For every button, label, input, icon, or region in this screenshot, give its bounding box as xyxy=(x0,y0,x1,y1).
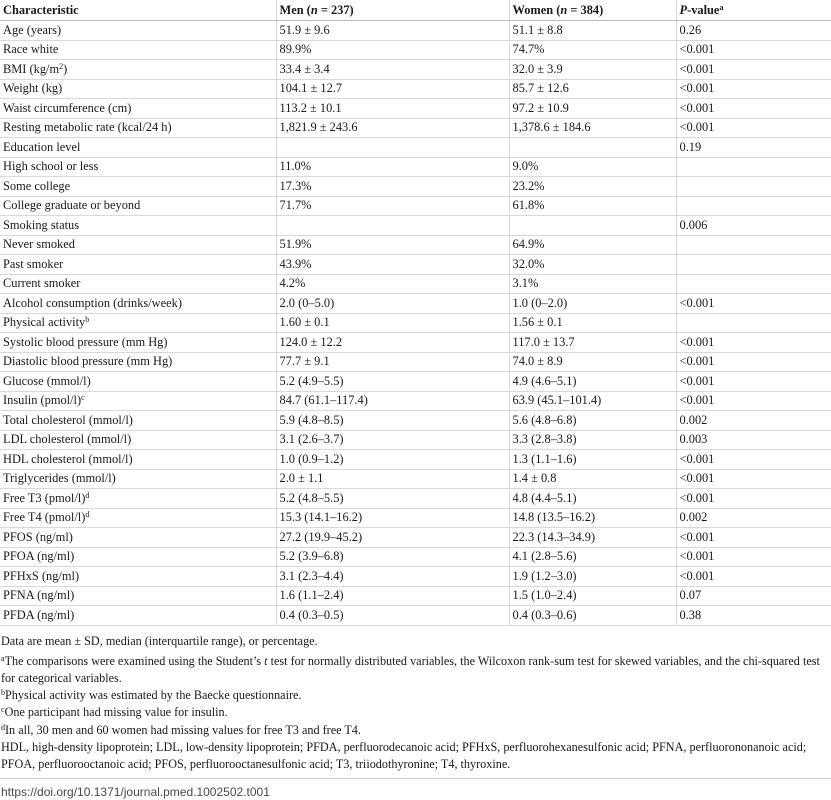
cell-characteristic: Systolic blood pressure (mm Hg) xyxy=(0,333,276,353)
cell-characteristic: Education level xyxy=(0,138,276,158)
cell-characteristic: Race white xyxy=(0,40,276,60)
cell-p-value: 0.002 xyxy=(676,411,831,431)
table-row xyxy=(0,391,831,411)
table-row xyxy=(0,157,831,177)
table-row xyxy=(0,489,831,509)
cell-men: 1,821.9 ± 243.6 xyxy=(276,118,509,138)
table-row xyxy=(0,294,831,314)
cell-characteristic: Free T3 (pmol/l)$^d$ xyxy=(0,489,276,509)
cell-p-value: <0.001 xyxy=(676,391,831,411)
cell-characteristic: Resting metabolic rate (kcal/24 h) xyxy=(0,118,276,138)
cell-women: 61.8% xyxy=(509,196,676,216)
cell-women: 4.1 (2.8–5.6) xyxy=(509,547,676,567)
cell-characteristic: Total cholesterol (mmol/l) xyxy=(0,411,276,431)
table-row xyxy=(0,79,831,99)
cell-men: 43.9% xyxy=(276,255,509,275)
cell-men: 1.60 ± 0.1 xyxy=(276,313,509,333)
cell-men: 77.7 ± 9.1 xyxy=(276,352,509,372)
cell-characteristic: LDL cholesterol (mmol/l) xyxy=(0,430,276,450)
cell-women: 9.0% xyxy=(509,157,676,177)
cell-women: 74.7% xyxy=(509,40,676,60)
cell-men: 71.7% xyxy=(276,196,509,216)
cell-women: 64.9% xyxy=(509,235,676,255)
table-footnotes xyxy=(0,633,831,774)
cell-women: 4.9 (4.6–5.1) xyxy=(509,372,676,392)
cell-characteristic: Past smoker xyxy=(0,255,276,275)
cell-characteristic: Smoking status xyxy=(0,216,276,236)
cell-women: 1.56 ± 0.1 xyxy=(509,313,676,333)
cell-men: 11.0% xyxy=(276,157,509,177)
cell-men: 2.0 ± 1.1 xyxy=(276,469,509,489)
cell-characteristic: HDL cholesterol (mmol/l) xyxy=(0,450,276,470)
cell-p-value: 0.002 xyxy=(676,508,831,528)
cell-characteristic: Triglycerides (mmol/l) xyxy=(0,469,276,489)
table-row xyxy=(0,469,831,489)
footnote-a: $^a$The comparisons were examined using the Student’s t test for normally distributed variables, the Wilcoxon rank-sum test for skewed variables, and the chi-squared test for categorical variables. xyxy=(1,653,820,685)
cell-p-value: <0.001 xyxy=(676,294,831,314)
cell-p-value: <0.001 xyxy=(676,79,831,99)
table-row xyxy=(0,99,831,119)
table-row xyxy=(0,118,831,138)
cell-men: 15.3 (14.1–16.2) xyxy=(276,508,509,528)
cell-characteristic: Free T4 (pmol/l)$^d$ xyxy=(0,508,276,528)
cell-men: 51.9% xyxy=(276,235,509,255)
cell-p-value xyxy=(676,255,831,275)
table-row xyxy=(0,21,831,41)
cell-characteristic: Insulin (pmol/l)$^c$ xyxy=(0,391,276,411)
table-row xyxy=(0,606,831,626)
table-row xyxy=(0,508,831,528)
cell-characteristic: BMI $(kg/m^2)$ xyxy=(0,60,276,80)
cell-men: 113.2 ± 10.1 xyxy=(276,99,509,119)
cell-characteristic: High school or less xyxy=(0,157,276,177)
cell-characteristic: Alcohol consumption (drinks/week) xyxy=(0,294,276,314)
cell-women: 117.0 ± 13.7 xyxy=(509,333,676,353)
cell-characteristic: Age (years) xyxy=(0,21,276,41)
table-row xyxy=(0,528,831,548)
cell-p-value: 0.07 xyxy=(676,586,831,606)
cell-men: 0.4 (0.3–0.5) xyxy=(276,606,509,626)
cell-women: 32.0 ± 3.9 xyxy=(509,60,676,80)
cell-characteristic: Glucose (mmol/l) xyxy=(0,372,276,392)
cell-women: 1,378.6 ± 184.6 xyxy=(509,118,676,138)
cell-women: 1.0 (0–2.0) xyxy=(509,294,676,314)
cell-women: 32.0% xyxy=(509,255,676,275)
table-row xyxy=(0,138,831,158)
header-characteristic: Characteristic xyxy=(0,0,276,21)
cell-characteristic: Current smoker xyxy=(0,274,276,294)
cell-men: 5.2 (3.9–6.8) xyxy=(276,547,509,567)
cell-women: 51.1 ± 8.8 xyxy=(509,21,676,41)
cell-p-value xyxy=(676,157,831,177)
table-row xyxy=(0,586,831,606)
header-p-value: P-value$^a$ xyxy=(676,0,831,21)
cell-characteristic: PFDA (ng/ml) xyxy=(0,606,276,626)
cell-men: 3.1 (2.3–4.4) xyxy=(276,567,509,587)
cell-p-value: <0.001 xyxy=(676,489,831,509)
cell-men: 5.2 (4.9–5.5) xyxy=(276,372,509,392)
cell-men: 4.2% xyxy=(276,274,509,294)
cell-p-value: <0.001 xyxy=(676,450,831,470)
footnote-data-description: Data are mean ± SD, median (interquartile range), or percentage. xyxy=(1,633,318,648)
table-row xyxy=(0,216,831,236)
cell-p-value: <0.001 xyxy=(676,528,831,548)
cell-men: 17.3% xyxy=(276,177,509,197)
cell-p-value xyxy=(676,313,831,333)
header-women: Women (n = 384) xyxy=(509,0,676,21)
table-row xyxy=(0,352,831,372)
cell-men: 104.1 ± 12.7 xyxy=(276,79,509,99)
cell-men xyxy=(276,138,509,158)
table-row xyxy=(0,177,831,197)
cell-p-value: <0.001 xyxy=(676,469,831,489)
cell-women: 63.9 (45.1–101.4) xyxy=(509,391,676,411)
cell-characteristic: Some college xyxy=(0,177,276,197)
cell-women: 23.2% xyxy=(509,177,676,197)
doi-link[interactable]: https://doi.org/10.1371/journal.pmed.1002502.t001 xyxy=(1,785,270,800)
cell-characteristic: Physical activity$^b$ xyxy=(0,313,276,333)
cell-women: 85.7 ± 12.6 xyxy=(509,79,676,99)
cell-women: 1.9 (1.2–3.0) xyxy=(509,567,676,587)
cell-women: 5.6 (4.8–6.8) xyxy=(509,411,676,431)
cell-p-value: 0.006 xyxy=(676,216,831,236)
cell-characteristic: Never smoked xyxy=(0,235,276,255)
table-row xyxy=(0,372,831,392)
cell-p-value: 0.19 xyxy=(676,138,831,158)
cell-men: 2.0 (0–5.0) xyxy=(276,294,509,314)
cell-men: 84.7 (61.1–117.4) xyxy=(276,391,509,411)
cell-p-value: <0.001 xyxy=(676,567,831,587)
cell-p-value: <0.001 xyxy=(676,547,831,567)
cell-women: 74.0 ± 8.9 xyxy=(509,352,676,372)
table-row xyxy=(0,60,831,80)
cell-p-value: <0.001 xyxy=(676,372,831,392)
cell-men xyxy=(276,216,509,236)
cell-characteristic: PFOA (ng/ml) xyxy=(0,547,276,567)
header-men: Men (n = 237) xyxy=(276,0,509,21)
cell-women: 3.1% xyxy=(509,274,676,294)
table-row xyxy=(0,333,831,353)
footnote-d: $^d$In all, 30 men and 60 women had missing values for free T3 and free T4. xyxy=(1,722,361,737)
table-header-row xyxy=(0,0,831,21)
cell-men: 33.4 ± 3.4 xyxy=(276,60,509,80)
table-body xyxy=(0,21,831,626)
cell-p-value xyxy=(676,235,831,255)
cell-women: 3.3 (2.8–3.8) xyxy=(509,430,676,450)
table-row xyxy=(0,255,831,275)
cell-characteristic: Waist circumference (cm) xyxy=(0,99,276,119)
cell-women: 4.8 (4.4–5.1) xyxy=(509,489,676,509)
cell-p-value: <0.001 xyxy=(676,99,831,119)
cell-men: 124.0 ± 12.2 xyxy=(276,333,509,353)
cell-women: 0.4 (0.3–0.6) xyxy=(509,606,676,626)
cell-women: 22.3 (14.3–34.9) xyxy=(509,528,676,548)
cell-men: 27.2 (19.9–45.2) xyxy=(276,528,509,548)
cell-characteristic: College graduate or beyond xyxy=(0,196,276,216)
footnote-c: $^c$One participant had missing value for insulin. xyxy=(1,705,228,720)
cell-characteristic: PFNA (ng/ml) xyxy=(0,586,276,606)
table-row xyxy=(0,235,831,255)
cell-p-value xyxy=(676,274,831,294)
cell-p-value: 0.38 xyxy=(676,606,831,626)
cell-p-value: <0.001 xyxy=(676,333,831,353)
cell-p-value xyxy=(676,196,831,216)
table-row xyxy=(0,313,831,333)
cell-women: 14.8 (13.5–16.2) xyxy=(509,508,676,528)
cell-women xyxy=(509,138,676,158)
table-row xyxy=(0,274,831,294)
cell-p-value: 0.26 xyxy=(676,21,831,41)
cell-men: 5.2 (4.8–5.5) xyxy=(276,489,509,509)
footnote-abbreviations: HDL, high-density lipoprotein; LDL, low-density lipoprotein; PFDA, perfluorodecanoic acid; PFHxS, perfluorohexanesulfonic acid; PFNA, perfluorononanoic acid; PFOA, perfluorooctanoic acid; PFOS, perfluorooctanesulfonic acid; T3, triiodothyronine; T4, thyroxine. xyxy=(1,739,807,771)
cell-women: 97.2 ± 10.9 xyxy=(509,99,676,119)
cell-characteristic: Diastolic blood pressure (mm Hg) xyxy=(0,352,276,372)
cell-p-value: <0.001 xyxy=(676,352,831,372)
cell-men: 1.0 (0.9–1.2) xyxy=(276,450,509,470)
cell-characteristic: PFOS (ng/ml) xyxy=(0,528,276,548)
table-row xyxy=(0,40,831,60)
cell-p-value: <0.001 xyxy=(676,60,831,80)
cell-characteristic: PFHxS (ng/ml) xyxy=(0,567,276,587)
cell-p-value: 0.003 xyxy=(676,430,831,450)
cell-p-value: <0.001 xyxy=(676,40,831,60)
table-row xyxy=(0,196,831,216)
cell-men: 3.1 (2.6–3.7) xyxy=(276,430,509,450)
table-row xyxy=(0,430,831,450)
table-row xyxy=(0,450,831,470)
table-row xyxy=(0,547,831,567)
cell-men: 89.9% xyxy=(276,40,509,60)
cell-women: 1.4 ± 0.8 xyxy=(509,469,676,489)
cell-p-value: <0.001 xyxy=(676,118,831,138)
table-row xyxy=(0,411,831,431)
cell-women: 1.3 (1.1–1.6) xyxy=(509,450,676,470)
table-row xyxy=(0,567,831,587)
cell-men: 51.9 ± 9.6 xyxy=(276,21,509,41)
cell-men: 5.9 (4.8–8.5) xyxy=(276,411,509,431)
footnote-b: $^b$Physical activity was estimated by the Baecke questionnaire. xyxy=(1,688,302,703)
cell-women xyxy=(509,216,676,236)
cell-men: 1.6 (1.1–2.4) xyxy=(276,586,509,606)
cell-characteristic: Weight (kg) xyxy=(0,79,276,99)
cell-p-value xyxy=(676,177,831,197)
cell-women: 1.5 (1.0–2.4) xyxy=(509,586,676,606)
